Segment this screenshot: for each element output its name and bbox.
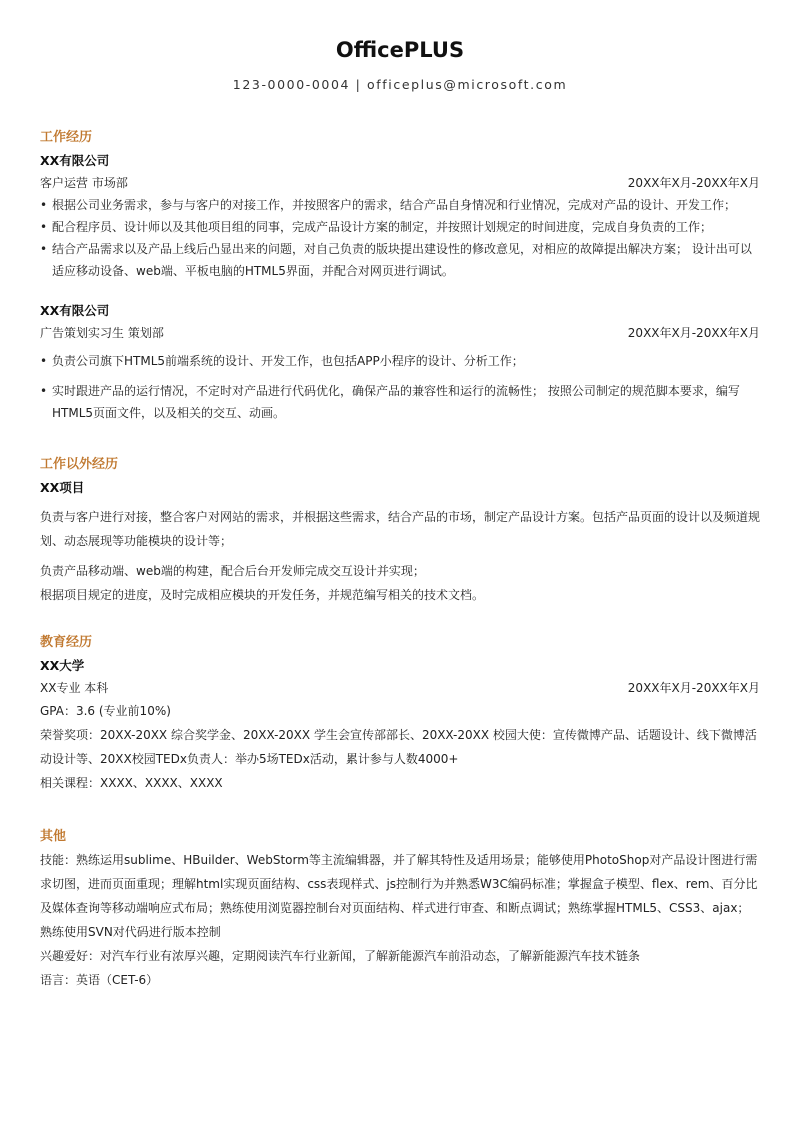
education-info-row	[40, 677, 760, 699]
job-bullets	[40, 194, 760, 282]
project-line-1: 负责产品移动端、web端的构建，配合后台开发师完成交互设计并实现；	[40, 564, 425, 578]
other-section	[40, 454, 760, 607]
education-date: 20XX年X月-20XX年X月	[627, 681, 760, 695]
other-section-title: 工作以外经历	[40, 457, 119, 472]
honors: 荣誉奖项：20XX-20XX 综合奖学金、20XX-20XX 学生会宣传部部长、20XX-20XX 校园大使：宣传微博产品、话题设计、线下微博活动设计等、20XX校园TEDx负责人：举办5场TEDx活动，累计参与人数4000+	[40, 728, 757, 766]
bullet-item: • 实时跟进产品的运行情况，不定时对产品进行代码优化，确保产品的兼容性和运行的流畅性； 按照公司制定的规范脚本要求，编写HTML5页面文件，以及相关的交互、动画。	[40, 380, 760, 424]
bullet-item: • 结合产品需求以及产品上线后凸显出来的问题，对自己负责的版块提出建设性的修改意见，对相应的故障提出解决方案； 设计出可以适应移动设备、web端、平板电脑的HTML5界面，并配合对网页进行调试。	[40, 238, 760, 282]
work-section-title: 工作经历	[40, 130, 93, 145]
project-name: XX项目	[40, 480, 85, 495]
hobbies: 兴趣爱好：对汽车行业有浓厚兴趣，定期阅读汽车行业新闻，了解新能源汽车前沿动态，了解新能源汽车技术链条	[40, 949, 641, 963]
resume-name: OfficePLUS	[335, 38, 465, 62]
courses: 相关课程：XXXX、XXXX、XXXX	[40, 776, 223, 790]
job-date: 20XX年X月-20XX年X月	[627, 176, 760, 190]
job-role: 广告策划实习生 策划部	[40, 326, 164, 340]
major-degree: XX专业 本科	[40, 681, 109, 695]
work-section	[40, 127, 760, 282]
job-role: 客户运营 市场部	[40, 176, 128, 190]
misc-section-title: 其他	[40, 829, 67, 844]
job-date: 20XX年X月-20XX年X月	[627, 326, 760, 340]
company-name: XX有限公司	[40, 303, 110, 318]
job-2-block	[40, 299, 760, 424]
education-section-title: 教育经历	[40, 635, 93, 650]
job-info-row	[40, 172, 760, 194]
bullet-item: • 配合程序员、设计师以及其他项目组的同事，完成产品设计方案的制定，并按照计划规定的时间进度，完成自身负责的工作；	[40, 216, 760, 238]
job-bullets	[40, 350, 760, 424]
contact-info: 123-0000-0004 | officeplus@microsoft.com	[232, 77, 568, 92]
gpa: GPA：3.6 (专业前10%)	[40, 704, 171, 718]
school-name: XX大学	[40, 658, 85, 673]
job-info-row	[40, 322, 760, 344]
bullet-item: • 根据公司业务需求，参与与客户的对接工作，并按照客户的需求，结合产品自身情况和行业情况，完成对产品的设计、开发工作；	[40, 194, 760, 216]
education-section	[40, 632, 760, 795]
misc-section	[40, 826, 760, 992]
company-name: XX有限公司	[40, 153, 110, 168]
language: 语言：英语（CET-6）	[40, 973, 159, 987]
bullet-item: • 负责公司旗下HTML5前端系统的设计、开发工作，也包括APP小程序的设计、分析工作；	[40, 350, 760, 372]
skills: 技能：熟练运用sublime、HBuilder、WebStorm等主流编辑器，并了解其特性及适用场景；能够使用PhotoShop对产品设计图进行需求切图，进而页面重现；理解html实现页面结构、css表现样式、js控制行为并熟悉W3C编码标准；掌握盒子模型、flex、rem、百分比及媒体查询等移动端响应式布局；熟练使用浏览器控制台对页面结构、样式进行审查、和断点调试；熟练掌握HTML5、CSS3、ajax；熟练使用SVN对代码进行版本控制	[40, 853, 758, 939]
project-line-2: 根据项目规定的进度，及时完成相应模块的开发任务，并规范编写相关的技术文档。	[40, 588, 485, 602]
project-description: 负责与客户进行对接，整合客户对网站的需求，并根据这些需求，结合产品的市场，制定产品设计方案。包括产品页面的设计以及频道规划、动态展现等功能模块的设计等；	[40, 510, 761, 548]
